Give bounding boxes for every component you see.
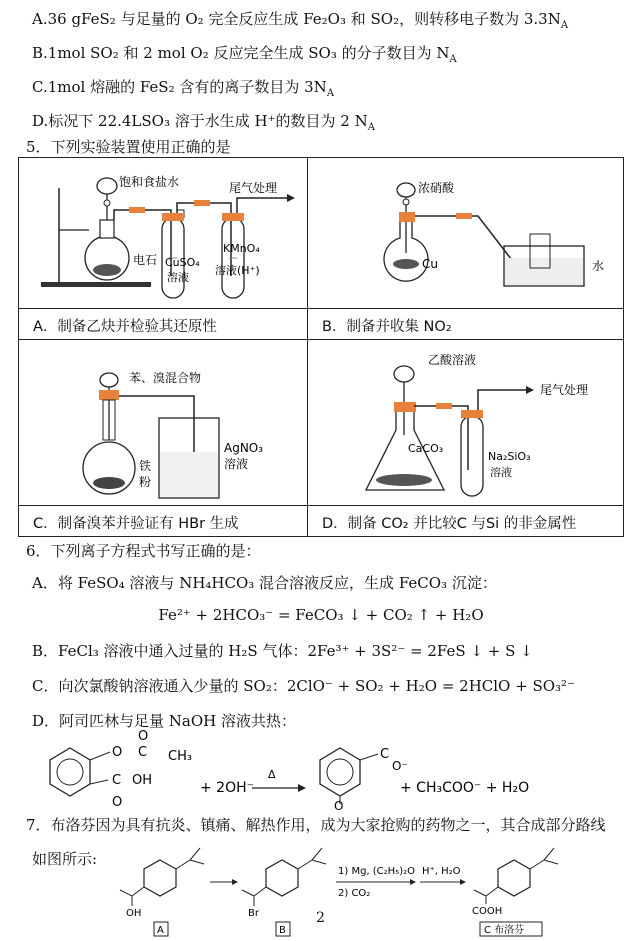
aspirin-reaction-diagram bbox=[40, 730, 630, 810]
label-agno3: AgNO₃ bbox=[224, 441, 264, 455]
group-cooh: COOH bbox=[472, 906, 503, 917]
label-nitric-acid: 浓硝酸 bbox=[418, 181, 455, 195]
label-kmno4: KMnO₄ bbox=[223, 242, 260, 255]
figure-a bbox=[19, 158, 307, 308]
reagent-step2: 2) CO₂ bbox=[338, 888, 371, 899]
apparatus-a-diagram bbox=[19, 158, 307, 308]
reagent-step1: 1) Mg, (C₂H₅)₂O bbox=[338, 866, 415, 877]
figure-c bbox=[19, 340, 307, 505]
apparatus-d-diagram bbox=[308, 340, 623, 505]
caption-a: A．制备乙炔并检验其还原性 bbox=[33, 319, 217, 335]
label-compound-c: C 布洛芬 bbox=[484, 925, 525, 936]
ibuprofen-synthesis-diagram bbox=[110, 842, 630, 938]
label-powder: 粉 bbox=[139, 475, 152, 489]
q4-option-b: B.1mol SO₂ 和 2 mol O₂ 反应完全生成 SO₃ 的分子数目为 $N_A$ bbox=[32, 44, 457, 65]
caption-c: C．制备溴苯并验证有 HBr 生成 bbox=[33, 516, 239, 532]
label-water: 水 bbox=[592, 259, 605, 273]
label-na2sio3: Na₂SiO₃ bbox=[488, 450, 531, 463]
q6-title: 6．下列离子方程式书写正确的是： bbox=[26, 542, 261, 560]
q6-d-products: + CH₃COO⁻ + H₂O bbox=[400, 780, 530, 796]
q6-option-a: A．将 FeSO₄ 溶液与 NH₄HCO₃ 混合溶液反应，生成 FeCO₃ 沉淀： bbox=[32, 574, 497, 592]
q6-option-d: D．阿司匹林与足量 NaOH 溶液共热： bbox=[32, 712, 297, 730]
label-exhaust-d: 尾气处理 bbox=[540, 383, 589, 397]
apparatus-b-diagram bbox=[308, 158, 623, 308]
q7-text-line1: 7．布洛芬因为具有抗炎、镇痛、解热作用，成为大家抢购的药物之一，其合成部分路线 bbox=[26, 816, 606, 834]
plus-2oh: + 2OH⁻ bbox=[200, 780, 255, 796]
label-solution-a1: 溶液 bbox=[167, 271, 189, 284]
figure-d bbox=[308, 340, 623, 505]
q6-option-c: C．向次氯酸钠溶液通入少量的 SO₂：2ClO⁻ + SO₂ + H₂O = 2HClO + SO₃²⁻ bbox=[32, 677, 575, 695]
q7-text-line2: 如图所示: bbox=[32, 850, 98, 868]
q5-title: 5．下列实验装置使用正确的是 bbox=[26, 138, 231, 156]
struct-ch3: CH₃ bbox=[168, 749, 193, 764]
label-solution-d: 溶液 bbox=[490, 466, 512, 479]
q5-apparatus-table bbox=[18, 157, 624, 537]
reagent-step3: H⁺, H₂O bbox=[422, 866, 461, 877]
group-oh: OH bbox=[126, 908, 142, 919]
label-exhaust-a: 尾气处理 bbox=[229, 181, 278, 195]
label-compound-a: A bbox=[157, 925, 164, 936]
struct-c2: C bbox=[112, 773, 122, 788]
struct-o3: O bbox=[112, 795, 123, 810]
label-carbide: 电石 bbox=[133, 253, 158, 267]
label-cuso4: CuSO₄ bbox=[165, 256, 200, 269]
label-compound-b: B bbox=[279, 925, 286, 936]
label-brine: 饱和食盐水 bbox=[119, 175, 180, 189]
label-iron: 铁 bbox=[139, 459, 152, 473]
label-solution-a2: 溶液(H⁺) bbox=[215, 264, 260, 277]
q4-option-a: A.36 gFeS₂ 与足量的 O₂ 完全反应生成 Fe₂O₃ 和 SO₂，则转移电子数为 $3.3N_A$ bbox=[32, 10, 569, 31]
struct-c3: C bbox=[380, 747, 390, 762]
page-number: 2 bbox=[316, 910, 325, 926]
q4-option-c: C.1mol 熔融的 FeS₂ 含有的离子数目为 $3N_A$ bbox=[32, 78, 335, 99]
label-caco3: CaCO₃ bbox=[408, 442, 444, 455]
struct-o-minus: O⁻ bbox=[392, 759, 408, 773]
delta-label: Δ bbox=[268, 768, 276, 781]
label-solution-c: 溶液 bbox=[224, 457, 249, 471]
apparatus-c-diagram bbox=[19, 340, 307, 505]
q4-option-d: D.标况下 22.4LSO₃ 溶于水生成 H⁺的数目为 2 $N_A$ bbox=[32, 112, 375, 133]
struct-o4: O bbox=[334, 799, 344, 810]
caption-d: D．制备 CO₂ 并比较C 与Si 的非金属性 bbox=[322, 516, 577, 532]
q6-option-a-equation: Fe²⁺ + 2HCO₃⁻ = FeCO₃ ↓ + CO₂ ↑ + H₂O bbox=[158, 606, 484, 624]
struct-o2: O bbox=[138, 730, 149, 744]
struct-oh: OH bbox=[132, 773, 153, 788]
label-cu: Cu bbox=[422, 257, 438, 271]
struct-o1: O bbox=[112, 745, 123, 760]
group-br: Br bbox=[248, 908, 259, 919]
label-acetic-acid: 乙酸溶液 bbox=[428, 353, 477, 367]
struct-c1: C bbox=[138, 745, 148, 760]
caption-b: B．制备并收集 NO₂ bbox=[322, 319, 452, 335]
label-benzene-bromine: 苯、溴混合物 bbox=[129, 371, 202, 385]
q6-option-b: B．FeCl₃ 溶液中通入过量的 H₂S 气体：2Fe³⁺ + 3S²⁻ = 2FeS ↓ + S ↓ bbox=[32, 642, 533, 660]
figure-b bbox=[308, 158, 623, 308]
